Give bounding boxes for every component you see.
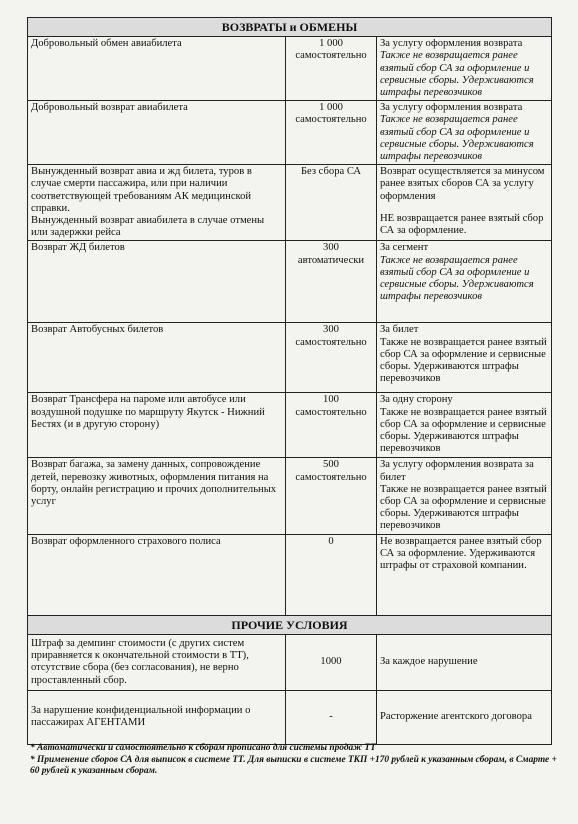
service-description bbox=[28, 458, 286, 534]
fee-amount bbox=[286, 241, 377, 323]
section-title: ВОЗВРАТЫ и ОБМЕНЫ bbox=[28, 18, 552, 37]
service-description bbox=[28, 634, 286, 690]
note-text: Также не возвращается ранее взятый сбор СА за оформление и сервисные сборы. Удерживаются штрафы перевозчиков bbox=[380, 254, 534, 303]
note-text: Также не возвращается ранее взятый сбор СА за оформление и сервисные сборы. Удерживаются штрафы перевозчиков bbox=[380, 406, 547, 455]
fee-mode: самостоятельно bbox=[295, 471, 367, 483]
fee-note bbox=[377, 534, 552, 615]
table-row bbox=[28, 690, 552, 744]
note-text: За одну сторону bbox=[380, 394, 453, 406]
note-text: Также не возвращается ранее взятый сбор СА за оформление и сервисные сборы. Удерживаются штрафы перевозчиков bbox=[380, 114, 534, 163]
fee-mode: самостоятельно bbox=[295, 50, 367, 62]
fee-note bbox=[377, 323, 552, 393]
note-text: Возврат осуществляется за минусом ранее взятых сборов СА за услугу оформления bbox=[380, 166, 545, 202]
fee-amount bbox=[286, 534, 377, 615]
service-description bbox=[28, 37, 286, 101]
table-row bbox=[28, 101, 552, 165]
fees-table bbox=[27, 17, 552, 745]
note-text: Не возвращается ранее взятый сбор СА за оформление. Удерживаются штрафы от страховой компании. bbox=[380, 535, 542, 572]
fee-value: Без сбора СА bbox=[300, 166, 362, 178]
fees-table-body bbox=[28, 18, 552, 745]
note-text: Также не возвращается ранее взятый сбор СА за оформление и сервисные сборы. Удерживаются штрафы перевозчиков bbox=[380, 50, 534, 99]
section-title: ПРОЧИЕ УСЛОВИЯ bbox=[28, 615, 552, 634]
fee-amount bbox=[286, 101, 377, 165]
description-text: Возврат Автобусных билетов bbox=[31, 324, 164, 336]
fee-amount bbox=[286, 634, 377, 690]
table-row bbox=[28, 37, 552, 101]
fee-amount bbox=[286, 458, 377, 534]
fee-value: 1 000 bbox=[319, 102, 343, 114]
document-page bbox=[27, 17, 551, 745]
note-text: За сегмент bbox=[380, 242, 429, 254]
table-row bbox=[28, 393, 552, 458]
description-text: Возврат багажа, за замену данных, сопровождение детей, перевозку животных, оформления питания на борту, онлайн регистрацию и прочих дополнительных услуг bbox=[31, 459, 277, 508]
note-text: За каждое нарушение bbox=[380, 656, 478, 668]
fee-note bbox=[377, 101, 552, 165]
fee-value: 500 bbox=[323, 459, 339, 471]
note-text: НЕ возвращается ранее взятый сбор СА за оформление. bbox=[380, 212, 544, 237]
table-row bbox=[28, 323, 552, 393]
note-text: Расторжение агентского договора bbox=[380, 711, 532, 723]
fee-amount bbox=[286, 690, 377, 744]
fee-amount bbox=[286, 165, 377, 241]
fee-note bbox=[377, 393, 552, 458]
description-text: Добровольный возврат авиабилета bbox=[31, 102, 188, 114]
fee-mode: самостоятельно bbox=[295, 336, 367, 348]
description-text: Возврат Трансфера на пароме или автобусе или воздушной подушке по маршруту Якутск - Нижний Бестях (и в другую сторону) bbox=[31, 394, 265, 430]
table-row bbox=[28, 534, 552, 615]
note-text: За билет bbox=[380, 324, 419, 336]
description-text: Возврат оформленного страхового полиса bbox=[31, 535, 221, 547]
fee-mode: автоматически bbox=[297, 254, 365, 266]
section-header-row bbox=[28, 18, 552, 37]
description-text: Вынужденный возврат авиа и жд билета, туров в случае смерти пассажира, или при наличии соответствующей требованиям АК медицинской справки. bbox=[31, 166, 252, 214]
table-row bbox=[28, 458, 552, 534]
service-description bbox=[28, 165, 286, 241]
fee-amount bbox=[286, 393, 377, 458]
section-header-row bbox=[28, 615, 552, 634]
fee-note bbox=[377, 241, 552, 323]
description-text: Добровольный обмен авиабилета bbox=[31, 38, 182, 50]
note-text: Также не возвращается ранее взятый сбор СА за оформление и сервисные сборы. Удерживаются штрафы перевозчиков bbox=[380, 483, 547, 532]
table-row bbox=[28, 241, 552, 323]
table-row bbox=[28, 165, 552, 241]
fee-value: 1000 bbox=[320, 656, 342, 668]
fee-value: 300 bbox=[323, 242, 339, 254]
service-description bbox=[28, 101, 286, 165]
description-text: За нарушение конфиденциальной информации о пассажирах АГЕНТАМИ bbox=[31, 705, 251, 729]
description-text: Возврат ЖД билетов bbox=[31, 242, 125, 254]
fee-amount bbox=[286, 37, 377, 101]
fee-value: 0 bbox=[328, 535, 334, 547]
service-description bbox=[28, 393, 286, 458]
fee-note bbox=[377, 634, 552, 690]
fee-note bbox=[377, 165, 552, 241]
service-description bbox=[28, 534, 286, 615]
note-text: За услугу оформления возврата bbox=[380, 102, 523, 114]
footnotes bbox=[30, 743, 560, 778]
fee-note bbox=[377, 37, 552, 101]
note-text: Также не возвращается ранее взятый сбор СА за оформление и сервисные сборы. Удерживаются штрафы перевозчиков bbox=[380, 336, 547, 385]
fee-value: 100 bbox=[323, 394, 339, 406]
footnote: * Автоматически и самостоятельно к сборам прописано для системы продаж ТТ bbox=[30, 743, 376, 753]
fee-mode: самостоятельно bbox=[295, 114, 367, 126]
fee-amount bbox=[286, 323, 377, 393]
note-text: За услугу оформления возврата bbox=[380, 38, 523, 50]
note-text: За услугу оформления возврата за билет bbox=[380, 459, 534, 483]
footnote: * Применение сборов СА для выписок в системе ТТ. Для выписки в системе ТКП +170 рублей к указанным сборам, в Смарте + 60 рублей к указанным сборам. bbox=[30, 754, 557, 776]
fee-mode: самостоятельно bbox=[295, 406, 367, 418]
service-description bbox=[28, 690, 286, 744]
service-description bbox=[28, 323, 286, 393]
service-description bbox=[28, 241, 286, 323]
description-text: Штраф за демпинг стоимости (с других систем приравняется к окончательной стоимости в ТТ), отсутствие сбора (без согласования), не верно проставленный сбор. bbox=[31, 637, 249, 686]
fee-value: 300 bbox=[323, 324, 339, 336]
description-text: Вынужденный возврат авиабилета в случае отмены или задержки рейса bbox=[31, 215, 265, 239]
fee-note bbox=[377, 458, 552, 534]
fee-value: - bbox=[329, 711, 333, 723]
table-row bbox=[28, 634, 552, 690]
fee-value: 1 000 bbox=[319, 38, 343, 50]
fee-note bbox=[377, 690, 552, 744]
